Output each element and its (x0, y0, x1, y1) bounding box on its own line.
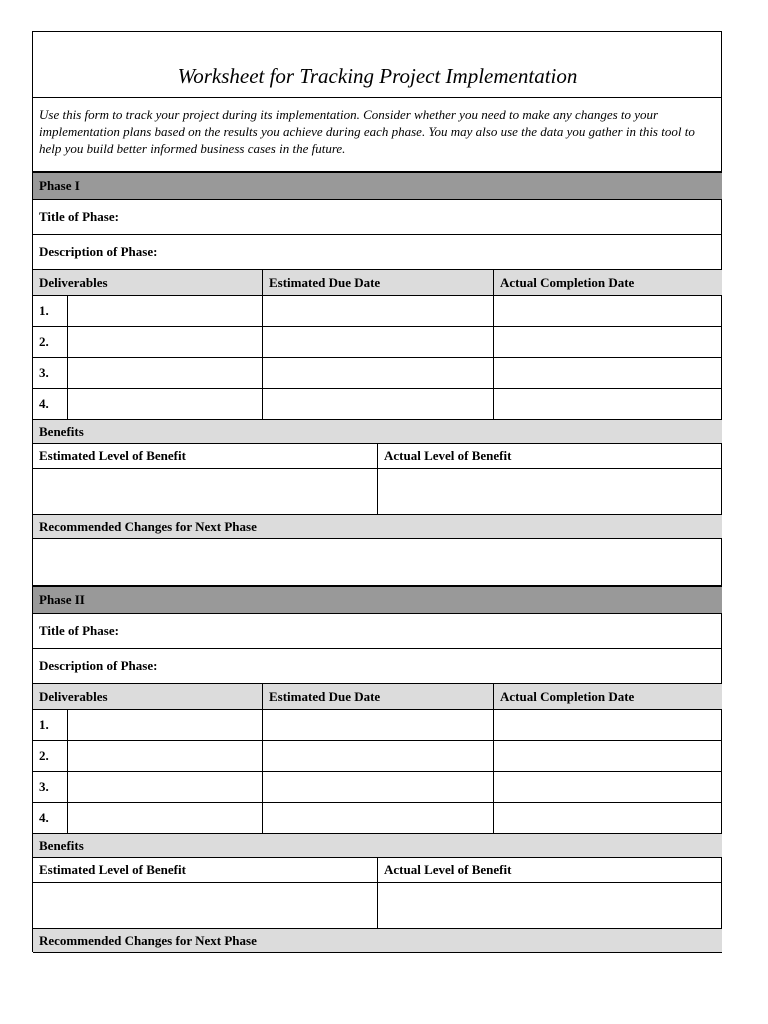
col-actual-completion-date: Actual Completion Date (500, 688, 635, 704)
recommended-changes-header (33, 515, 722, 539)
due-date-cell[interactable] (263, 296, 494, 326)
recommended-changes-label: Recommended Changes for Next Phase (39, 518, 257, 534)
due-date-cell[interactable] (263, 358, 494, 388)
phase-name: Phase I (39, 178, 80, 193)
deliverable-cell[interactable] (68, 358, 263, 388)
row-number: 3. (33, 772, 68, 802)
deliverables-header (33, 684, 722, 710)
field-label: Title of Phase: (39, 623, 119, 638)
field-label: Description of Phase: (39, 658, 158, 673)
deliverable-row (33, 296, 722, 327)
phase-header (33, 586, 722, 614)
phase-header (33, 172, 722, 200)
completion-date-cell[interactable] (494, 741, 722, 771)
row-number: 1. (33, 296, 68, 326)
recommended-changes-header (33, 929, 722, 953)
description-of-phase-field[interactable] (33, 235, 722, 270)
due-date-cell[interactable] (263, 710, 494, 740)
intro-text: Use this form to track your project during its implementation. Consider whether you need to make any changes to your implementation plans based on the results you achieve during each phase. You may also use the data you gather in this tool to help you build better informed business cases in the future. (33, 98, 722, 172)
recommended-changes-field[interactable] (33, 539, 722, 586)
deliverable-cell[interactable] (68, 296, 263, 326)
deliverable-cell[interactable] (68, 327, 263, 357)
row-number: 2. (33, 741, 68, 771)
col-deliverables: Deliverables (33, 270, 263, 295)
actual-level-label: Actual Level of Benefit (384, 862, 512, 877)
due-date-cell[interactable] (263, 389, 494, 419)
deliverable-row (33, 389, 722, 420)
completion-date-cell[interactable] (494, 296, 722, 326)
deliverable-cell[interactable] (68, 772, 263, 802)
field-label: Title of Phase: (39, 209, 119, 224)
worksheet (32, 31, 722, 952)
deliverable-cell[interactable] (68, 389, 263, 419)
deliverables-header (33, 270, 722, 296)
estimated-level-field[interactable] (33, 469, 378, 514)
due-date-cell[interactable] (263, 772, 494, 802)
deliverable-row (33, 710, 722, 741)
recommended-changes-label: Recommended Changes for Next Phase (39, 932, 257, 948)
due-date-cell[interactable] (263, 741, 494, 771)
row-number: 4. (33, 803, 68, 833)
title-of-phase-field[interactable] (33, 614, 722, 649)
due-date-cell[interactable] (263, 327, 494, 357)
deliverable-row (33, 803, 722, 834)
completion-date-cell[interactable] (494, 389, 722, 419)
deliverable-row (33, 772, 722, 803)
benefits-label: Benefits (39, 423, 84, 439)
completion-date-cell[interactable] (494, 772, 722, 802)
benefit-values-row (33, 469, 722, 515)
completion-date-cell[interactable] (494, 327, 722, 357)
deliverable-row (33, 358, 722, 389)
due-date-cell[interactable] (263, 803, 494, 833)
actual-level-field[interactable] (378, 883, 722, 928)
benefit-values-row (33, 883, 722, 929)
benefits-header (33, 834, 722, 858)
col-estimated-due-date: Estimated Due Date (263, 270, 494, 295)
col-actual-completion-date: Actual Completion Date (500, 274, 635, 290)
deliverable-row (33, 327, 722, 358)
estimated-level-label: Estimated Level of Benefit (33, 444, 378, 468)
actual-level-label: Actual Level of Benefit (384, 448, 512, 463)
phase-name: Phase II (39, 592, 85, 607)
row-number: 2. (33, 327, 68, 357)
deliverable-cell[interactable] (68, 710, 263, 740)
benefit-labels-row (33, 444, 722, 469)
completion-date-cell[interactable] (494, 358, 722, 388)
field-label: Description of Phase: (39, 244, 158, 259)
col-deliverables: Deliverables (33, 684, 263, 709)
actual-level-field[interactable] (378, 469, 722, 514)
row-number: 4. (33, 389, 68, 419)
title-of-phase-field[interactable] (33, 200, 722, 235)
benefits-label: Benefits (39, 837, 84, 853)
row-number: 3. (33, 358, 68, 388)
description-of-phase-field[interactable] (33, 649, 722, 684)
benefits-header (33, 420, 722, 444)
estimated-level-field[interactable] (33, 883, 378, 928)
deliverable-cell[interactable] (68, 803, 263, 833)
completion-date-cell[interactable] (494, 803, 722, 833)
col-estimated-due-date: Estimated Due Date (263, 684, 494, 709)
estimated-level-label: Estimated Level of Benefit (33, 858, 378, 882)
deliverable-cell[interactable] (68, 741, 263, 771)
benefit-labels-row (33, 858, 722, 883)
deliverable-row (33, 741, 722, 772)
completion-date-cell[interactable] (494, 710, 722, 740)
row-number: 1. (33, 710, 68, 740)
page-title: Worksheet for Tracking Project Implementation (33, 32, 722, 98)
